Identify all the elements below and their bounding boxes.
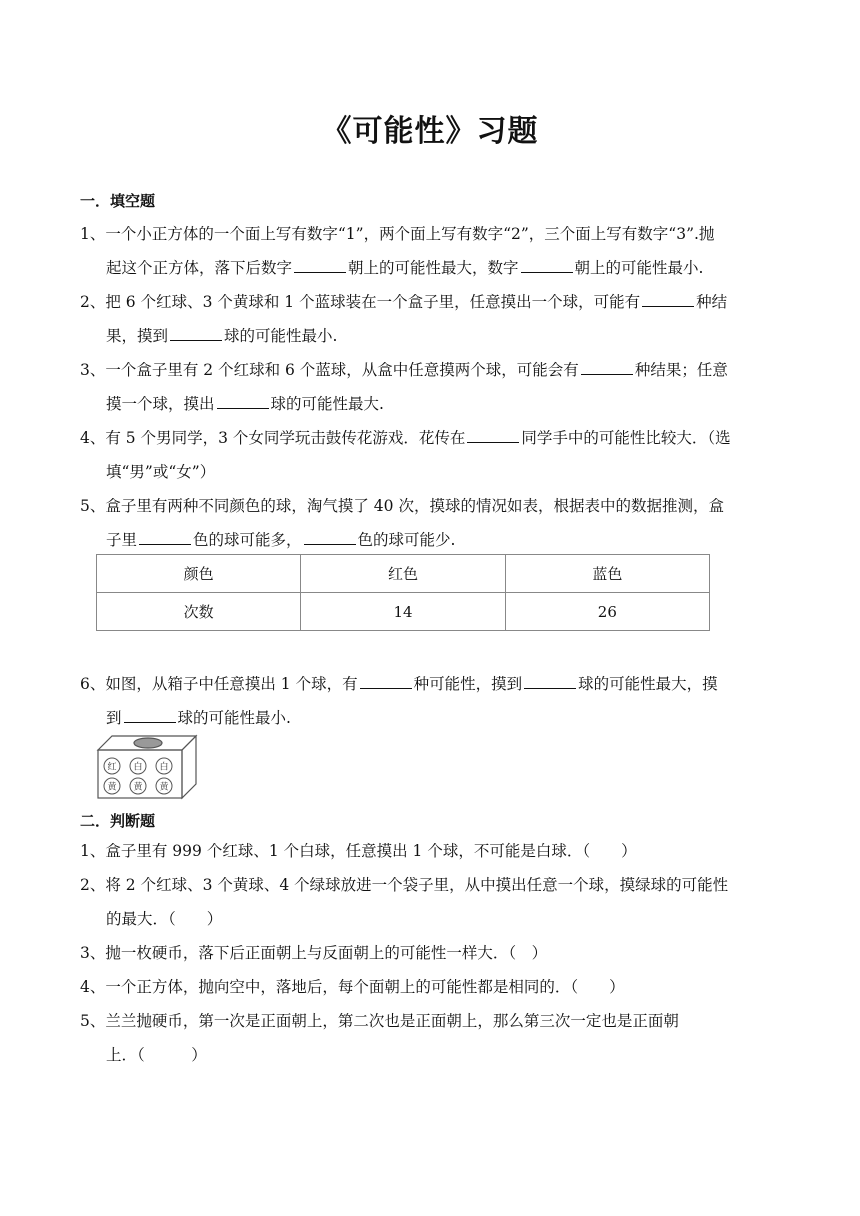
color-frequency-table — [96, 554, 710, 631]
q6-line-2: 到 球的可能性最小. — [80, 701, 785, 735]
q5-line-2: 子里 色的球可能多， 色的球可能少. — [80, 523, 785, 557]
table-header-row — [97, 555, 710, 593]
q2-line-2: 果，摸到 球的可能性最小. — [80, 319, 785, 353]
svg-text:红: 红 — [107, 762, 117, 773]
fill-question-3 — [80, 353, 785, 421]
q4-line-2: 填“男”或“女”） — [106, 463, 216, 481]
fill-question-2 — [80, 285, 785, 353]
table-cell: 蓝色 — [505, 555, 709, 593]
q2-line-1: 2、把 6 个红球、3 个黄球和 1 个蓝球装在一个盒子里，任意摸出一个球，可能有 种结 — [80, 293, 727, 311]
answer-blank[interactable] — [360, 670, 412, 689]
fill-question-6 — [80, 667, 785, 735]
fill-question-1 — [80, 217, 785, 285]
answer-blank[interactable] — [581, 356, 633, 375]
ball-circle — [130, 758, 146, 774]
q4-line-1: 4、有 5 个男同学，3 个女同学玩击鼓传花游戏．花传在 同学手中的可能性比较大．（选 — [80, 429, 731, 447]
ball-circle — [130, 778, 146, 794]
fill-question-4 — [80, 421, 785, 489]
page-title: 《可能性》习题 — [321, 114, 539, 149]
q1-line-1: 1、一个小正方体的一个面上写有数字“1”，两个面上写有数字“2”，三个面上写有数字“3”.抛 — [80, 225, 715, 243]
judge-question-2 — [80, 868, 785, 936]
table-cell: 次数 — [97, 593, 301, 631]
answer-blank[interactable] — [170, 322, 222, 341]
ball-box-figure — [96, 734, 198, 800]
answer-blank[interactable] — [467, 424, 519, 443]
section-fill-in-heading: 一．填空题 — [80, 192, 156, 210]
j4-line-1: 4、一个正方体，抛向空中，落地后，每个面朝上的可能性都是相同的．（ ） — [80, 978, 625, 996]
table-row — [97, 593, 710, 631]
table-cell: 颜色 — [97, 555, 301, 593]
section-judge-heading: 二．判断题 — [80, 812, 156, 830]
j5-line-1: 5、兰兰抛硬币，第一次是正面朝上，第二次也是正面朝上，那么第三次一定也是正面朝 — [80, 1012, 679, 1030]
svg-text:黄: 黄 — [159, 782, 169, 793]
ball-circle — [156, 778, 172, 794]
answer-blank[interactable] — [124, 704, 176, 723]
q3-line-2: 摸一个球，摸出 球的可能性最大. — [80, 387, 785, 421]
j3-line-1: 3、抛一枚硬币，落下后正面朝上与反面朝上的可能性一样大．（ ） — [80, 944, 548, 962]
table-cell: 14 — [301, 593, 505, 631]
j2-line-2: 的最大．（ ） — [106, 910, 223, 928]
j5-line-2: 上．（ ） — [106, 1046, 207, 1064]
j1-line-1: 1、盒子里有 999 个红球、1 个白球，任意摸出 1 个球，不可能是白球．（ ） — [80, 842, 637, 860]
ball-circle — [104, 758, 120, 774]
q3-line-1: 3、一个盒子里有 2 个红球和 6 个蓝球，从盒中任意摸两个球，可能会有 种结果；任意 — [80, 361, 728, 379]
judge-question-3 — [80, 936, 785, 970]
table-cell: 26 — [505, 593, 709, 631]
svg-text:黄: 黄 — [107, 782, 117, 793]
table-cell: 红色 — [301, 555, 505, 593]
ball-circle — [104, 778, 120, 794]
answer-blank[interactable] — [524, 670, 576, 689]
judge-question-5 — [80, 1004, 785, 1072]
fill-question-5 — [80, 489, 785, 557]
q6-line-1: 6、如图，从箱子中任意摸出 1 个球，有 种可能性，摸到 球的可能性最大，摸 — [80, 675, 718, 693]
ball-circle — [156, 758, 172, 774]
q5-line-1: 5、盒子里有两种不同颜色的球，淘气摸了 40 次，摸球的情况如表，根据表中的数据推测，盒 — [80, 497, 724, 515]
judge-question-4 — [80, 970, 785, 1004]
answer-blank[interactable] — [139, 526, 191, 545]
svg-text:黄: 黄 — [133, 782, 143, 793]
svg-text:白: 白 — [159, 762, 169, 773]
judge-question-1 — [80, 834, 785, 868]
answer-blank[interactable] — [294, 254, 346, 273]
answer-blank[interactable] — [642, 288, 694, 307]
answer-blank[interactable] — [304, 526, 356, 545]
answer-blank[interactable] — [217, 390, 269, 409]
svg-text:白: 白 — [133, 762, 143, 773]
answer-blank[interactable] — [521, 254, 573, 273]
j2-line-1: 2、将 2 个红球、3 个黄球、4 个绿球放进一个袋子里，从中摸出任意一个球，摸绿球的可能性 — [80, 876, 729, 894]
q1-line-2: 起这个正方体，落下后数字 朝上的可能性最大，数字 朝上的可能性最小. — [80, 251, 785, 285]
